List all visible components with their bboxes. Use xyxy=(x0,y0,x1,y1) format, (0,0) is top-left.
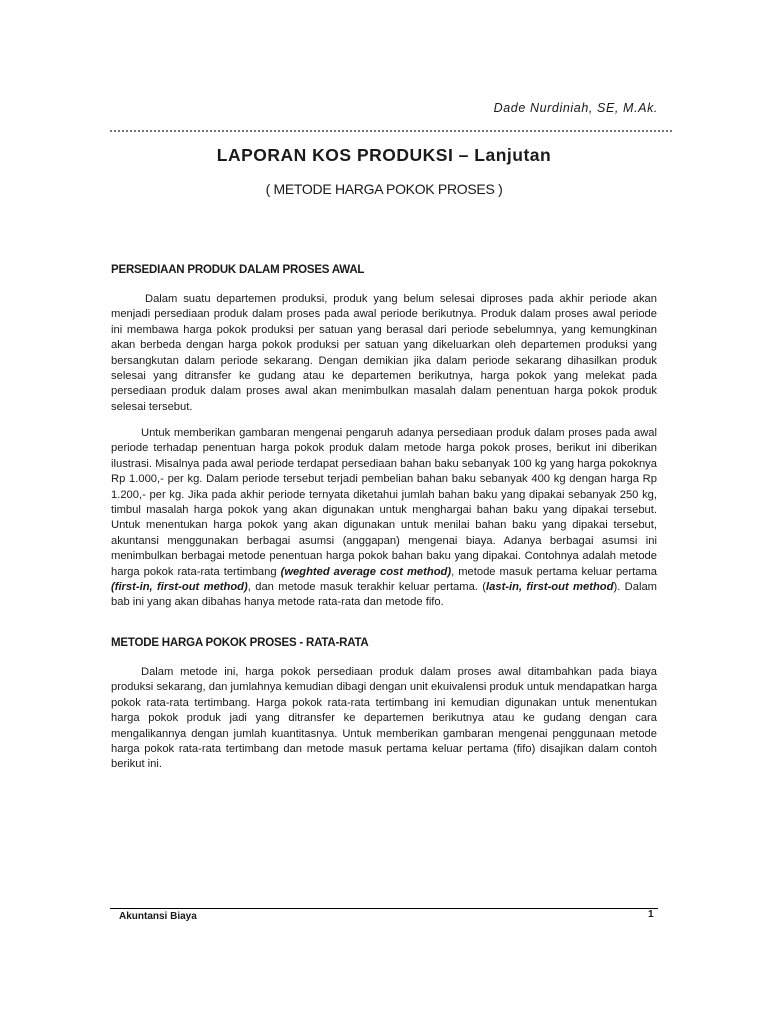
section-heading-rata-rata: METODE HARGA POKOK PROSES - RATA-RATA xyxy=(111,637,369,649)
method-term-fifo: (first-in, first-out method) xyxy=(111,581,248,594)
section-heading-persediaan: PERSEDIAAN PRODUK DALAM PROSES AWAL xyxy=(111,264,365,276)
footer-divider xyxy=(110,908,658,909)
paragraph-persediaan-1: Dalam suatu departemen produksi, produk yang belum selesai diproses pada akhir periode akan menjadi persediaan produk dalam proses pada awal periode berikutnya. Produk dalam proses awal periode ini membawa harga pokok produksi per satuan yang berasal dari periode sebelumnya, yang kemungkinan akan berbeda dengan harga pokok produksi per satuan yang dikeluarkan oleh departemen produksi yang bersangkutan dalam periode sekarang. Dengan demikian jika dalam periode sekarang dihasilkan produk selesai yang ditransfer ke gudang atau ke departemen berikutnya, harga pokok yang melekat pada persediaan produk dalam proses awal akan menimbulkan masalah dalam penentuan harga pokok produk selesai tersebut. xyxy=(111,293,657,413)
method-term-weighted-average: (weghted average cost method) xyxy=(280,565,452,578)
paragraph-text: Untuk memberikan gambaran mengenai pengaruh adanya persediaan produk dalam proses pada awal periode terhadap penentuan harga pokok produk dalam metode harga pokok proses, berikut ini diberikan ilustrasi. Misalnya pada awal periode terdapat persediaan bahan baku sebanyak 100 kg yang harga pokoknya Rp 1.000,- per kg. Dalam periode tersebut terjadi pembelian bahan baku sebanyak 400 kg dengan harga Rp 1.200,- per kg. Jika pada akhir periode ternyata diketahui jumlah bahan baku yang dipakai sebanyak 250 kg, timbul masalah harga pokok yang akan digunakan untuk menghargai bahan baku yang dipakai tersebut. Untuk menentukan harga pokok yang akan digunakan untuk menilai bahan baku yang dipakai tersebut, akuntansi menggunakan berbagai asumsi (anggapan) mengenai biaya. Adanya berbagai asumsi ini menimbulkan berbagai metode penentuan harga pokok bahan baku yang dipakai. Contohnya adalah metode harga pokok rata-rata tertimbang xyxy=(111,427,657,578)
page-subtitle: ( METODE HARGA POKOK PROSES ) xyxy=(265,181,503,197)
author-name: Dade Nurdiniah, SE, M.Ak. xyxy=(493,101,658,115)
method-term-lifo: last-in, first-out method xyxy=(486,581,614,594)
page-number: 1 xyxy=(648,909,654,920)
footer-book-title: Akuntansi Biaya xyxy=(119,911,197,922)
page-title: LAPORAN KOS PRODUKSI – Lanjutan xyxy=(216,145,552,165)
paragraph-persediaan-2 xyxy=(111,426,657,611)
paragraph-text: , metode masuk pertama keluar pertama xyxy=(451,565,658,578)
header-divider xyxy=(110,130,672,132)
paragraph-text: ). Dalam bab ini yang akan dibahas hanya metode rata-rata dan metode fifo. xyxy=(111,581,657,609)
paragraph-rata-rata-1: Dalam metode ini, harga pokok persediaan produk dalam proses awal ditambahkan pada biaya produksi sekarang, dan jumlahnya kemudian dibagi dengan unit ekuivalensi produk untuk mendapatkan harga pokok rata-rata tertimbang. Harga pokok rata-rata tertimbang ini kemudian digunakan untuk menentukan harga pokok produk jadi yang ditransfer ke departemen berikutnya atau ke gudang dengan cara mengalikannya dengan jumlah kuantitasnya. Untuk memberikan gambaran mengenai penggunaan metode harga pokok rata-rata tertimbang dan metode masuk pertama keluar pertama (fifo) disajikan dalam contoh berikut ini. xyxy=(111,666,657,771)
paragraph-text: , dan metode masuk terakhir keluar pertama. ( xyxy=(247,581,487,594)
